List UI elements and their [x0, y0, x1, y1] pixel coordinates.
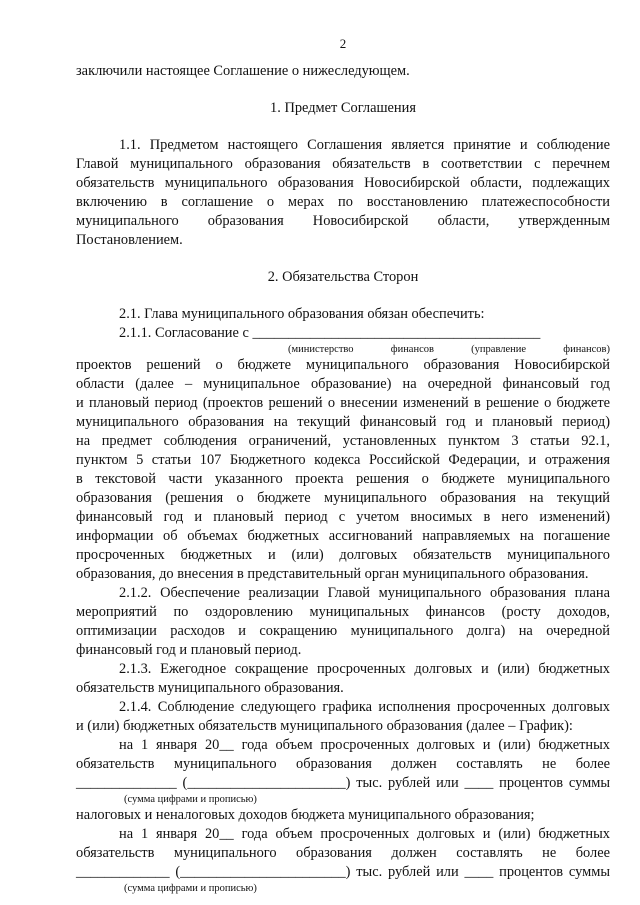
page-number: 2 [339, 36, 347, 51]
text-line: ______________ (______________________) тыс. рублей или ____ процентов суммы [76, 775, 610, 791]
text-line: Главой муниципального образования обязательств в соответствии с перечнем [76, 156, 610, 172]
section-2-title: 2. Обязательства Сторон [267, 269, 419, 285]
paragraph-2-1-2 [76, 584, 610, 660]
text-line: муниципального образования на текущий финансовый год и плановый период) [76, 414, 610, 430]
hint-sum: (сумма цифрами и прописью) [124, 794, 257, 805]
text-line: пунктом 5 статьи 107 Бюджетного кодекса Российской Федерации, и отражения [76, 452, 610, 468]
text-line: 2.1.2. Обеспечение реализации Главой муниципального образования плана [119, 585, 610, 601]
text-line: на 1 января 20__ года объем просроченных долговых и (или) бюджетных [119, 826, 610, 842]
text-line: просроченных бюджетных и (или) долговых обязательств муниципального [76, 547, 610, 563]
clause-2-1: 2.1. Глава муниципального образования обязан обеспечить: [119, 306, 485, 322]
text-line: включению в соглашение о мерах по восстановлению платежеспособности [76, 194, 610, 210]
text-line: обязательств муниципального образования должен составлять не более [76, 845, 610, 861]
text-line: обязательств муниципального образования должен составлять не более [76, 756, 610, 772]
paragraph-1-1 [76, 136, 610, 250]
text-line: финансовый год и плановый период. [76, 642, 302, 658]
clause-2-1-1: 2.1.1. Согласование с ________________________________________ [119, 325, 541, 341]
text-line: и (или) бюджетных обязательств муниципального образования (далее – График): [76, 718, 573, 734]
text-line: и плановый период (проектов решений о внесении изменений в решение о бюджете [76, 395, 610, 411]
text-line: образования, до внесения в представительный орган муниципального образования. [76, 566, 589, 582]
text-line: обязательств муниципального образования. [76, 680, 344, 696]
paragraph-2-1-4 [76, 698, 610, 736]
section-1-title: 1. Предмет Соглашения [270, 100, 416, 116]
schedule-item-2 [76, 825, 610, 895]
text-line: оптимизации расходов и сокращению муниципального долга) на очередной [76, 623, 610, 639]
paragraph-2-1-3 [76, 660, 610, 698]
text-line: муниципального образования Новосибирской области, утвержденным [76, 213, 610, 229]
text-line: 2.1.4. Соблюдение следующего графика исполнения просроченных долговых [119, 699, 610, 715]
text-line: финансовый год и плановый период с учетом вносимых в него изменений) [76, 509, 610, 525]
text-line: обязательств муниципального образования Новосибирской области, подлежащих [76, 175, 610, 191]
text-line: мероприятий по оздоровлению муниципальных финансов (росту доходов, [76, 604, 610, 620]
text-line: 1.1. Предметом настоящего Соглашения является принятие и соблюдение [119, 137, 610, 153]
intro-text: заключили настоящее Соглашение о нижеследующем. [76, 63, 410, 79]
text-line: образования (решения о бюджете муниципального образования на текущий [76, 490, 610, 506]
text-line: _____________ (_______________________) тыс. рублей или ____ процентов суммы [76, 864, 610, 880]
paragraph-2-1-1 [76, 356, 610, 584]
text-line: проектов решений о бюджете муниципального образования Новосибирской [76, 357, 610, 373]
hint-ministry: (министерство финансов (управление финансов) [288, 344, 610, 355]
text-line: в текстовой части указанного проекта решения о бюджете муниципального [76, 471, 610, 487]
text-line: на предмет соблюдения ограничений, установленных пунктом 3 статьи 92.1, [76, 433, 610, 449]
text-line: области (далее – муниципальное образование) на очередной финансовый год [76, 376, 610, 392]
hint-sum: (сумма цифрами и прописью) [124, 883, 257, 894]
text-line: на 1 января 20__ года объем просроченных долговых и (или) бюджетных [119, 737, 610, 753]
text-line: Постановлением. [76, 232, 183, 248]
text-line: 2.1.3. Ежегодное сокращение просроченных долговых и (или) бюджетных [119, 661, 610, 677]
schedule-item-1 [76, 736, 610, 825]
text-line: налоговых и неналоговых доходов бюджета муниципального образования; [76, 807, 535, 823]
text-line: информации об объемах бюджетных ассигнований направляемых на погашение [76, 528, 610, 544]
